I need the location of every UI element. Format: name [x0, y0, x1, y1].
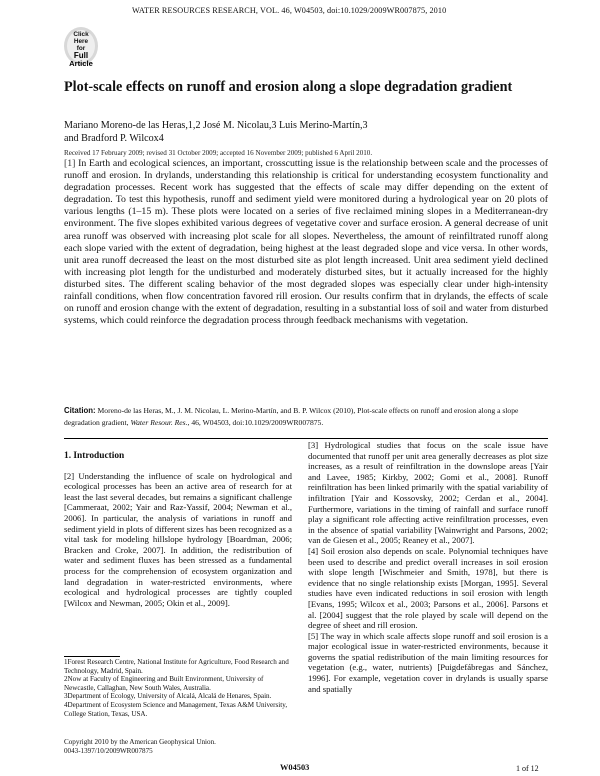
badge-line-for: for — [76, 45, 86, 52]
citation-journal: Water Resour. Res. — [130, 418, 188, 427]
footnote-2: 2Now at Faculty of Engineering and Built Environment, University of Newcastle, Callaghan, New South Wales, Australia. — [64, 675, 264, 692]
paragraph-5: [5] The way in which scale affects slope runoff and soil erosion is a major ecological issue in water-restricted environments, because it governs the spatial redistribution of the main limiting resources for vegetation (e.g., water, nutrients) [Puigdefábregas and Sánchez, 1996]. For example, vegetation cover in drylands is usually sparse and spatially — [308, 630, 548, 694]
badge-line-article: Article — [69, 59, 93, 68]
citation-text-b: , 46, W04503, doi:10.1029/2009WR007875. — [187, 418, 324, 427]
footnote-4: 4Department of Ecosystem Science and Management, Texas A&M University, College Station, Texas, USA. — [64, 700, 288, 718]
paragraph-4: [4] Soil erosion also depends on scale. Polynomial techniques have been used to describe and predict overall increases in soil erosion with slope length [Wischmeier and Smith, 1978], but there is evidence that no single relationship exists [Morgan, 1995]. Several studies have even indicated reductions in soil erosion with length [Evans, 1995; Wilcox et al., 2003; Parsons et al., 2006]. Parsons et al. [2004] suggest that the role played by scale will depend on the degree of sheet and rill erosion. — [308, 545, 548, 631]
footnotes — [64, 658, 292, 718]
paragraph-3: [3] Hydrological studies that focus on the scale issue have documented that runoff per unit area generally decreases as plot size increases, as a result of reinfiltration in the downslope areas [Yair and Lavee, 1985; Kirkby, 2002; Gomi et al., 2008]. Runoff reinfiltration has been linked primarily with the spatial variability of infiltration [Yair and Kossovsky, 2002; Cerdan et al., 2004]. Furthermore, variations in the timing of rainfall and surface runoff play a significant role affecting active reinfiltration processes, even in the absence of spatial variability [Wainwright and Parsons, 2002; van de Giesen et al., 2005; Reaney et al., 2007]. — [308, 440, 548, 546]
article-id: W04503 — [280, 763, 310, 772]
footnote-1: 1Forest Research Centre, National Institute for Agriculture, Food Research and Technology, Madrid, Spain. — [64, 658, 289, 675]
click-here-badge[interactable] — [62, 26, 100, 68]
abstract-para-number: [1] — [64, 158, 76, 169]
page-number: 1 of 12 — [516, 764, 539, 773]
footnote-rule — [64, 656, 120, 657]
abstract — [64, 158, 548, 327]
copyright-line-2: 0043-1397/10/2009WR007875 — [64, 746, 153, 755]
author-line-2: and Bradford P. Wilcox4 — [64, 132, 164, 144]
author-line-1: Mariano Moreno-de las Heras,1,2 José M. Nicolau,3 Luis Merino-Martín,3 — [64, 120, 368, 131]
copyright-line-1: Copyright 2010 by the American Geophysical Union. — [64, 738, 216, 746]
intro-paragraph-2: [2] Understanding the influence of scale on hydrological and ecological processes has been an active area of research for at least the last several decades, but remains a significant challenge [Cammeraat, 2002; Yair and Raz-Yassif, 2004; Newman et al., 2006]. In particular, the analysis of variations in runoff and sediment yield in plots of different sizes has been recognized as a vital task for modeling hillslope hydrology [Boardman, 2006; Bracken and Croke, 2007]. In addition, the redistribution of water and sediment fluxes has been stressed as a fundamental process for the comprehension of ecosystem organization and land degradation in water-restricted environments, where ecological and hydrological processes are tightly coupled [Wilcox and Newman, 2005; Okin et al., 2009]. — [64, 470, 292, 608]
paper-title: Plot-scale effects on runoff and erosion along a slope degradation gradient — [64, 79, 513, 95]
left-column — [64, 450, 292, 608]
intro-heading: 1. Introduction — [64, 451, 125, 461]
copyright — [64, 738, 292, 755]
section-divider — [64, 438, 548, 439]
journal-header: WATER RESOURCES RESEARCH, VOL. 46, W04503, doi:10.1029/2009WR007875, 2010 — [132, 6, 447, 15]
footnote-3: 3Department of Ecology, University of Alcalá, Alcalá de Henares, Spain. — [64, 692, 272, 701]
right-column — [308, 440, 548, 694]
citation-label: Citation: — [64, 406, 96, 415]
citation — [64, 405, 548, 429]
abstract-text: In Earth and ecological sciences, an important, crosscutting issue is the relationship between scale and the processes of runoff and erosion. In drylands, understanding this relationship is critical for understanding ecosystem functionality and degradation processes. Recent work has suggested that the effects of scale may differ depending on the extent of degradation. To test this hypothesis, runoff and sediment yield were monitored during a hydrological year on 20 plots of various lengths (1–15 m). These plots were located on a series of five reclaimed mining slopes in a Mediterranean-dry environment. The five slopes exhibited various degrees of vegetative cover and surface erosion. A general decrease of unit area runoff was observed with increasing plot scale for all slopes. Nevertheless, the amount of reinfiltrated runoff along each slope varied with the extent of degradation, being highest at the least degraded slope and vice versa. In other words, unit area runoff decreased the least on the most disturbed site as plot length increased. Unit area sediment yield declined with increasing plot length for the undisturbed and moderately disturbed sites, but it actually increased for the highly disturbed sites. The different scaling behavior of the most degraded slopes was especially clear under high-intensity rainfall conditions, when flow concentration favored rill erosion. Our results confirm that in drylands, the effects of scale on runoff and erosion change with the extent of degradation, resulting in a substantial loss of soil and water from disturbed systems, which could reinforce the degradation process through feedback mechanisms with vegetation. — [64, 158, 548, 327]
badge-line-full: Full — [73, 51, 89, 60]
badge-line-click: Click — [73, 31, 89, 38]
badge-line-here: Here — [73, 38, 89, 45]
citation-text-a: Moreno-de las Heras, M., J. M. Nicolau, L. Merino-Martín, and B. P. Wilcox (2010), Plot-scale effects on runoff and erosion along a slope degradation gradient, — [64, 406, 519, 427]
received-dates: Received 17 February 2009; revised 31 October 2009; accepted 16 November 2009; published 6 April 2010. — [64, 149, 373, 157]
author-list — [64, 120, 544, 146]
